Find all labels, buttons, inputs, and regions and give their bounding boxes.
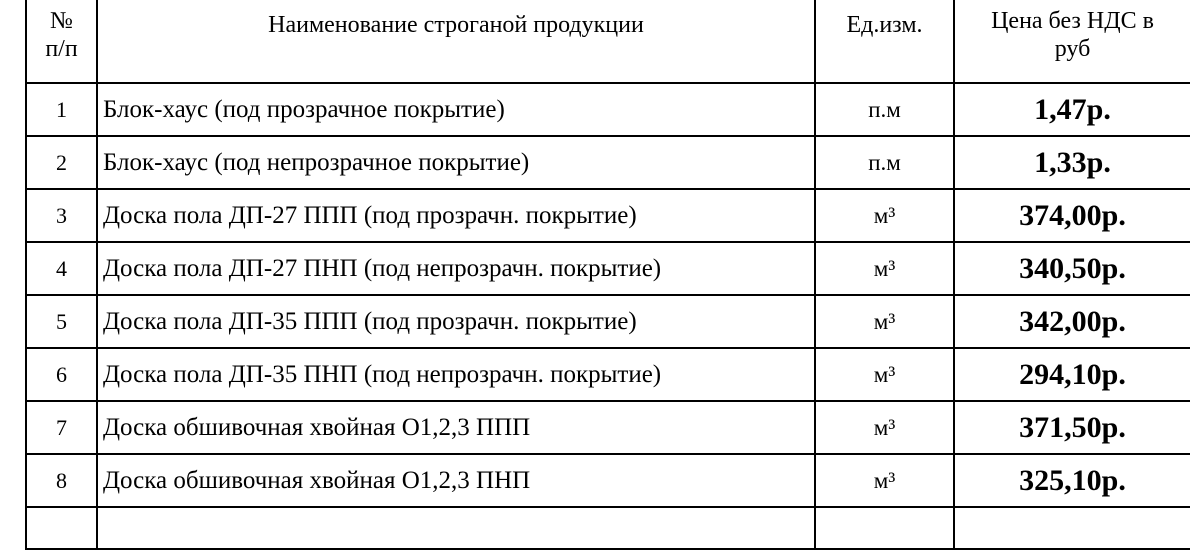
price: 1,47р. xyxy=(954,83,1190,136)
row-number: 4 xyxy=(26,242,97,295)
table-row-cut-off xyxy=(26,507,1190,549)
price-table xyxy=(25,0,1190,550)
row-number-empty xyxy=(26,507,97,549)
row-number: 5 xyxy=(26,295,97,348)
product-name: Доска обшивочная хвойная О1,2,3 ППП xyxy=(97,401,815,454)
price: 325,10р. xyxy=(954,454,1190,507)
header-name: Наименование строганой продукции xyxy=(97,0,815,83)
header-unit: Ед.изм. xyxy=(815,0,954,83)
table-row xyxy=(26,295,1190,348)
header-row xyxy=(26,0,1190,83)
product-name: Доска пола ДП-27 ПНП (под непрозрачн. покрытие) xyxy=(97,242,815,295)
unit-of-measure: м³ xyxy=(815,295,954,348)
price-table-container xyxy=(25,0,1190,550)
product-name: Блок-хаус (под непрозрачное покрытие) xyxy=(97,136,815,189)
unit-of-measure: м³ xyxy=(815,348,954,401)
product-name: Доска пола ДП-35 ПНП (под непрозрачн. покрытие) xyxy=(97,348,815,401)
table-row xyxy=(26,242,1190,295)
price: 342,00р. xyxy=(954,295,1190,348)
table-row xyxy=(26,136,1190,189)
row-number: 2 xyxy=(26,136,97,189)
unit-of-measure: п.м xyxy=(815,136,954,189)
unit-of-measure-empty xyxy=(815,507,954,549)
price: 294,10р. xyxy=(954,348,1190,401)
header-num-line-1: № xyxy=(50,8,73,34)
header-num xyxy=(26,0,97,83)
table-row xyxy=(26,189,1190,242)
price: 340,50р. xyxy=(954,242,1190,295)
product-name: Доска пола ДП-35 ППП (под прозрачн. покрытие) xyxy=(97,295,815,348)
row-number: 7 xyxy=(26,401,97,454)
product-name-empty xyxy=(97,507,815,549)
product-name: Доска обшивочная хвойная О1,2,3 ПНП xyxy=(97,454,815,507)
product-name: Блок-хаус (под прозрачное покрытие) xyxy=(97,83,815,136)
table-row xyxy=(26,348,1190,401)
header-price xyxy=(954,0,1190,83)
header-price-line-2: руб xyxy=(1054,36,1091,62)
header-num-line-2: п/п xyxy=(45,36,78,62)
unit-of-measure: м³ xyxy=(815,189,954,242)
table-row xyxy=(26,454,1190,507)
header-price-line-1: Цена без НДС в xyxy=(991,8,1154,34)
price-empty xyxy=(954,507,1190,549)
unit-of-measure: м³ xyxy=(815,242,954,295)
product-name: Доска пола ДП-27 ППП (под прозрачн. покрытие) xyxy=(97,189,815,242)
unit-of-measure: п.м xyxy=(815,83,954,136)
row-number: 3 xyxy=(26,189,97,242)
price: 374,00р. xyxy=(954,189,1190,242)
table-row xyxy=(26,401,1190,454)
price: 1,33р. xyxy=(954,136,1190,189)
row-number: 1 xyxy=(26,83,97,136)
row-number: 6 xyxy=(26,348,97,401)
row-number: 8 xyxy=(26,454,97,507)
unit-of-measure: м³ xyxy=(815,401,954,454)
table-row xyxy=(26,83,1190,136)
price: 371,50р. xyxy=(954,401,1190,454)
unit-of-measure: м³ xyxy=(815,454,954,507)
